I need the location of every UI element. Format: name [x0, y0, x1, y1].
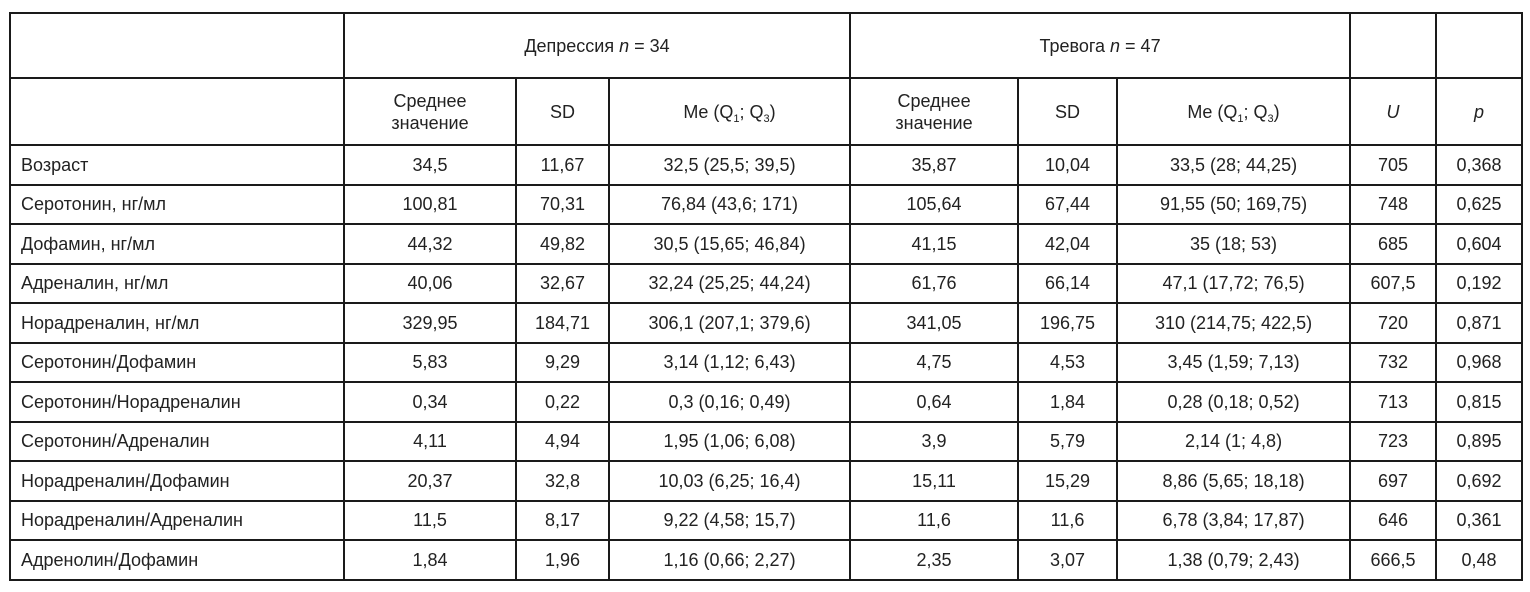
- depression-mean-cell: 20,37: [344, 461, 516, 501]
- u-value-cell: 646: [1350, 501, 1436, 541]
- p-value-cell: 0,692: [1436, 461, 1522, 501]
- col-header-depression-mean: Среднее значение: [344, 78, 516, 145]
- depression-mean-cell: 5,83: [344, 343, 516, 383]
- col-header-anxiety-sd: SD: [1018, 78, 1117, 145]
- row-label: Дофамин, нг/мл: [10, 224, 344, 264]
- group-header-row: [10, 13, 1522, 78]
- anxiety-mean-cell: 0,64: [850, 382, 1018, 422]
- anxiety-sd-cell: 67,44: [1018, 185, 1117, 225]
- anxiety-sd-cell: 196,75: [1018, 303, 1117, 343]
- anxiety-median-cell: 310 (214,75; 422,5): [1117, 303, 1350, 343]
- col-header-u: U: [1350, 78, 1436, 145]
- p-value-cell: 0,368: [1436, 145, 1522, 185]
- depression-mean-cell: 4,11: [344, 422, 516, 462]
- col-header-depression-me: Me ($Q_1$; $Q_3$): [609, 78, 850, 145]
- row-label: Норадреналин/Дофамин: [10, 461, 344, 501]
- depression-mean-cell: 11,5: [344, 501, 516, 541]
- statistics-table: [9, 12, 1523, 581]
- depression-mean-cell: 100,81: [344, 185, 516, 225]
- depression-sd-cell: 184,71: [516, 303, 609, 343]
- p-value-cell: 0,815: [1436, 382, 1522, 422]
- u-value-cell: 732: [1350, 343, 1436, 383]
- depression-median-cell: 3,14 (1,12; 6,43): [609, 343, 850, 383]
- depression-mean-cell: 34,5: [344, 145, 516, 185]
- depression-mean-cell: 329,95: [344, 303, 516, 343]
- anxiety-median-cell: 1,38 (0,79; 2,43): [1117, 540, 1350, 580]
- p-value-cell: 0,625: [1436, 185, 1522, 225]
- row-label: Норадреналин, нг/мл: [10, 303, 344, 343]
- depression-sd-cell: 32,8: [516, 461, 609, 501]
- group-header-depression: Депрессия n = 34: [344, 13, 850, 78]
- anxiety-mean-cell: 4,75: [850, 343, 1018, 383]
- anxiety-median-cell: 33,5 (28; 44,25): [1117, 145, 1350, 185]
- anxiety-mean-cell: 341,05: [850, 303, 1018, 343]
- u-value-cell: 723: [1350, 422, 1436, 462]
- depression-median-cell: 32,24 (25,25; 44,24): [609, 264, 850, 304]
- anxiety-sd-cell: 10,04: [1018, 145, 1117, 185]
- u-value-cell: 685: [1350, 224, 1436, 264]
- row-label: Адреналин, нг/мл: [10, 264, 344, 304]
- depression-mean-cell: 44,32: [344, 224, 516, 264]
- table-wrapper: [9, 12, 1523, 581]
- col-header-anxiety-mean: Среднее значение: [850, 78, 1018, 145]
- row-label: Серотонин, нг/мл: [10, 185, 344, 225]
- depression-sd-cell: 4,94: [516, 422, 609, 462]
- u-value-cell: 607,5: [1350, 264, 1436, 304]
- depression-sd-cell: 1,96: [516, 540, 609, 580]
- col-header-p: p: [1436, 78, 1522, 145]
- row-label: Серотонин/Дофамин: [10, 343, 344, 383]
- anxiety-median-cell: 0,28 (0,18; 0,52): [1117, 382, 1350, 422]
- u-value-cell: 748: [1350, 185, 1436, 225]
- anxiety-sd-cell: 5,79: [1018, 422, 1117, 462]
- row-label: Адренолин/Дофамин: [10, 540, 344, 580]
- empty-header-cell: [10, 13, 344, 78]
- anxiety-sd-cell: 42,04: [1018, 224, 1117, 264]
- p-value-cell: 0,895: [1436, 422, 1522, 462]
- anxiety-mean-cell: 11,6: [850, 501, 1018, 541]
- row-label: Норадреналин/Адреналин: [10, 501, 344, 541]
- anxiety-median-cell: 3,45 (1,59; 7,13): [1117, 343, 1350, 383]
- depression-sd-cell: 0,22: [516, 382, 609, 422]
- depression-median-cell: 0,3 (0,16; 0,49): [609, 382, 850, 422]
- row-label: Серотонин/Адреналин: [10, 422, 344, 462]
- table-row: [10, 264, 1522, 304]
- anxiety-mean-cell: 15,11: [850, 461, 1018, 501]
- depression-mean-cell: 1,84: [344, 540, 516, 580]
- u-value-cell: 720: [1350, 303, 1436, 343]
- u-value-cell: 697: [1350, 461, 1436, 501]
- anxiety-sd-cell: 11,6: [1018, 501, 1117, 541]
- table-row: [10, 343, 1522, 383]
- depression-median-cell: 1,16 (0,66; 2,27): [609, 540, 850, 580]
- table-row: [10, 422, 1522, 462]
- col-header-anxiety-me: Me ($Q_1$; $Q_3$): [1117, 78, 1350, 145]
- depression-sd-cell: 11,67: [516, 145, 609, 185]
- depression-sd-cell: 32,67: [516, 264, 609, 304]
- p-value-cell: 0,871: [1436, 303, 1522, 343]
- anxiety-median-cell: 91,55 (50; 169,75): [1117, 185, 1350, 225]
- table-row: [10, 224, 1522, 264]
- p-value-cell: 0,968: [1436, 343, 1522, 383]
- u-value-cell: 705: [1350, 145, 1436, 185]
- anxiety-mean-cell: 35,87: [850, 145, 1018, 185]
- p-value-cell: 0,604: [1436, 224, 1522, 264]
- column-header-row: [10, 78, 1522, 145]
- u-value-cell: 666,5: [1350, 540, 1436, 580]
- anxiety-median-cell: 2,14 (1; 4,8): [1117, 422, 1350, 462]
- group-header-anxiety: Тревога n = 47: [850, 13, 1350, 78]
- depression-median-cell: 1,95 (1,06; 6,08): [609, 422, 850, 462]
- col-header-depression-sd: SD: [516, 78, 609, 145]
- anxiety-sd-cell: 4,53: [1018, 343, 1117, 383]
- anxiety-sd-cell: 1,84: [1018, 382, 1117, 422]
- table-row: [10, 185, 1522, 225]
- depression-median-cell: 76,84 (43,6; 171): [609, 185, 850, 225]
- table-body: [10, 145, 1522, 580]
- depression-sd-cell: 49,82: [516, 224, 609, 264]
- depression-sd-cell: 8,17: [516, 501, 609, 541]
- depression-sd-cell: 9,29: [516, 343, 609, 383]
- anxiety-median-cell: 6,78 (3,84; 17,87): [1117, 501, 1350, 541]
- anxiety-median-cell: 47,1 (17,72; 76,5): [1117, 264, 1350, 304]
- depression-mean-cell: 0,34: [344, 382, 516, 422]
- table-row: [10, 461, 1522, 501]
- depression-median-cell: 10,03 (6,25; 16,4): [609, 461, 850, 501]
- table-row: [10, 145, 1522, 185]
- depression-mean-cell: 40,06: [344, 264, 516, 304]
- anxiety-mean-cell: 61,76: [850, 264, 1018, 304]
- empty-header-cell-2: [10, 78, 344, 145]
- anxiety-sd-cell: 3,07: [1018, 540, 1117, 580]
- p-value-cell: 0,192: [1436, 264, 1522, 304]
- anxiety-sd-cell: 15,29: [1018, 461, 1117, 501]
- anxiety-mean-cell: 3,9: [850, 422, 1018, 462]
- table-row: [10, 540, 1522, 580]
- table-row: [10, 501, 1522, 541]
- depression-sd-cell: 70,31: [516, 185, 609, 225]
- anxiety-median-cell: 35 (18; 53): [1117, 224, 1350, 264]
- anxiety-median-cell: 8,86 (5,65; 18,18): [1117, 461, 1350, 501]
- depression-median-cell: 306,1 (207,1; 379,6): [609, 303, 850, 343]
- p-value-cell: 0,48: [1436, 540, 1522, 580]
- table-row: [10, 382, 1522, 422]
- anxiety-mean-cell: 2,35: [850, 540, 1018, 580]
- anxiety-mean-cell: 41,15: [850, 224, 1018, 264]
- anxiety-sd-cell: 66,14: [1018, 264, 1117, 304]
- anxiety-mean-cell: 105,64: [850, 185, 1018, 225]
- empty-header-cell-u: [1350, 13, 1436, 78]
- row-label: Возраст: [10, 145, 344, 185]
- empty-header-cell-p: [1436, 13, 1522, 78]
- depression-median-cell: 32,5 (25,5; 39,5): [609, 145, 850, 185]
- table-row: [10, 303, 1522, 343]
- depression-median-cell: 9,22 (4,58; 15,7): [609, 501, 850, 541]
- row-label: Серотонин/Норадреналин: [10, 382, 344, 422]
- depression-median-cell: 30,5 (15,65; 46,84): [609, 224, 850, 264]
- p-value-cell: 0,361: [1436, 501, 1522, 541]
- u-value-cell: 713: [1350, 382, 1436, 422]
